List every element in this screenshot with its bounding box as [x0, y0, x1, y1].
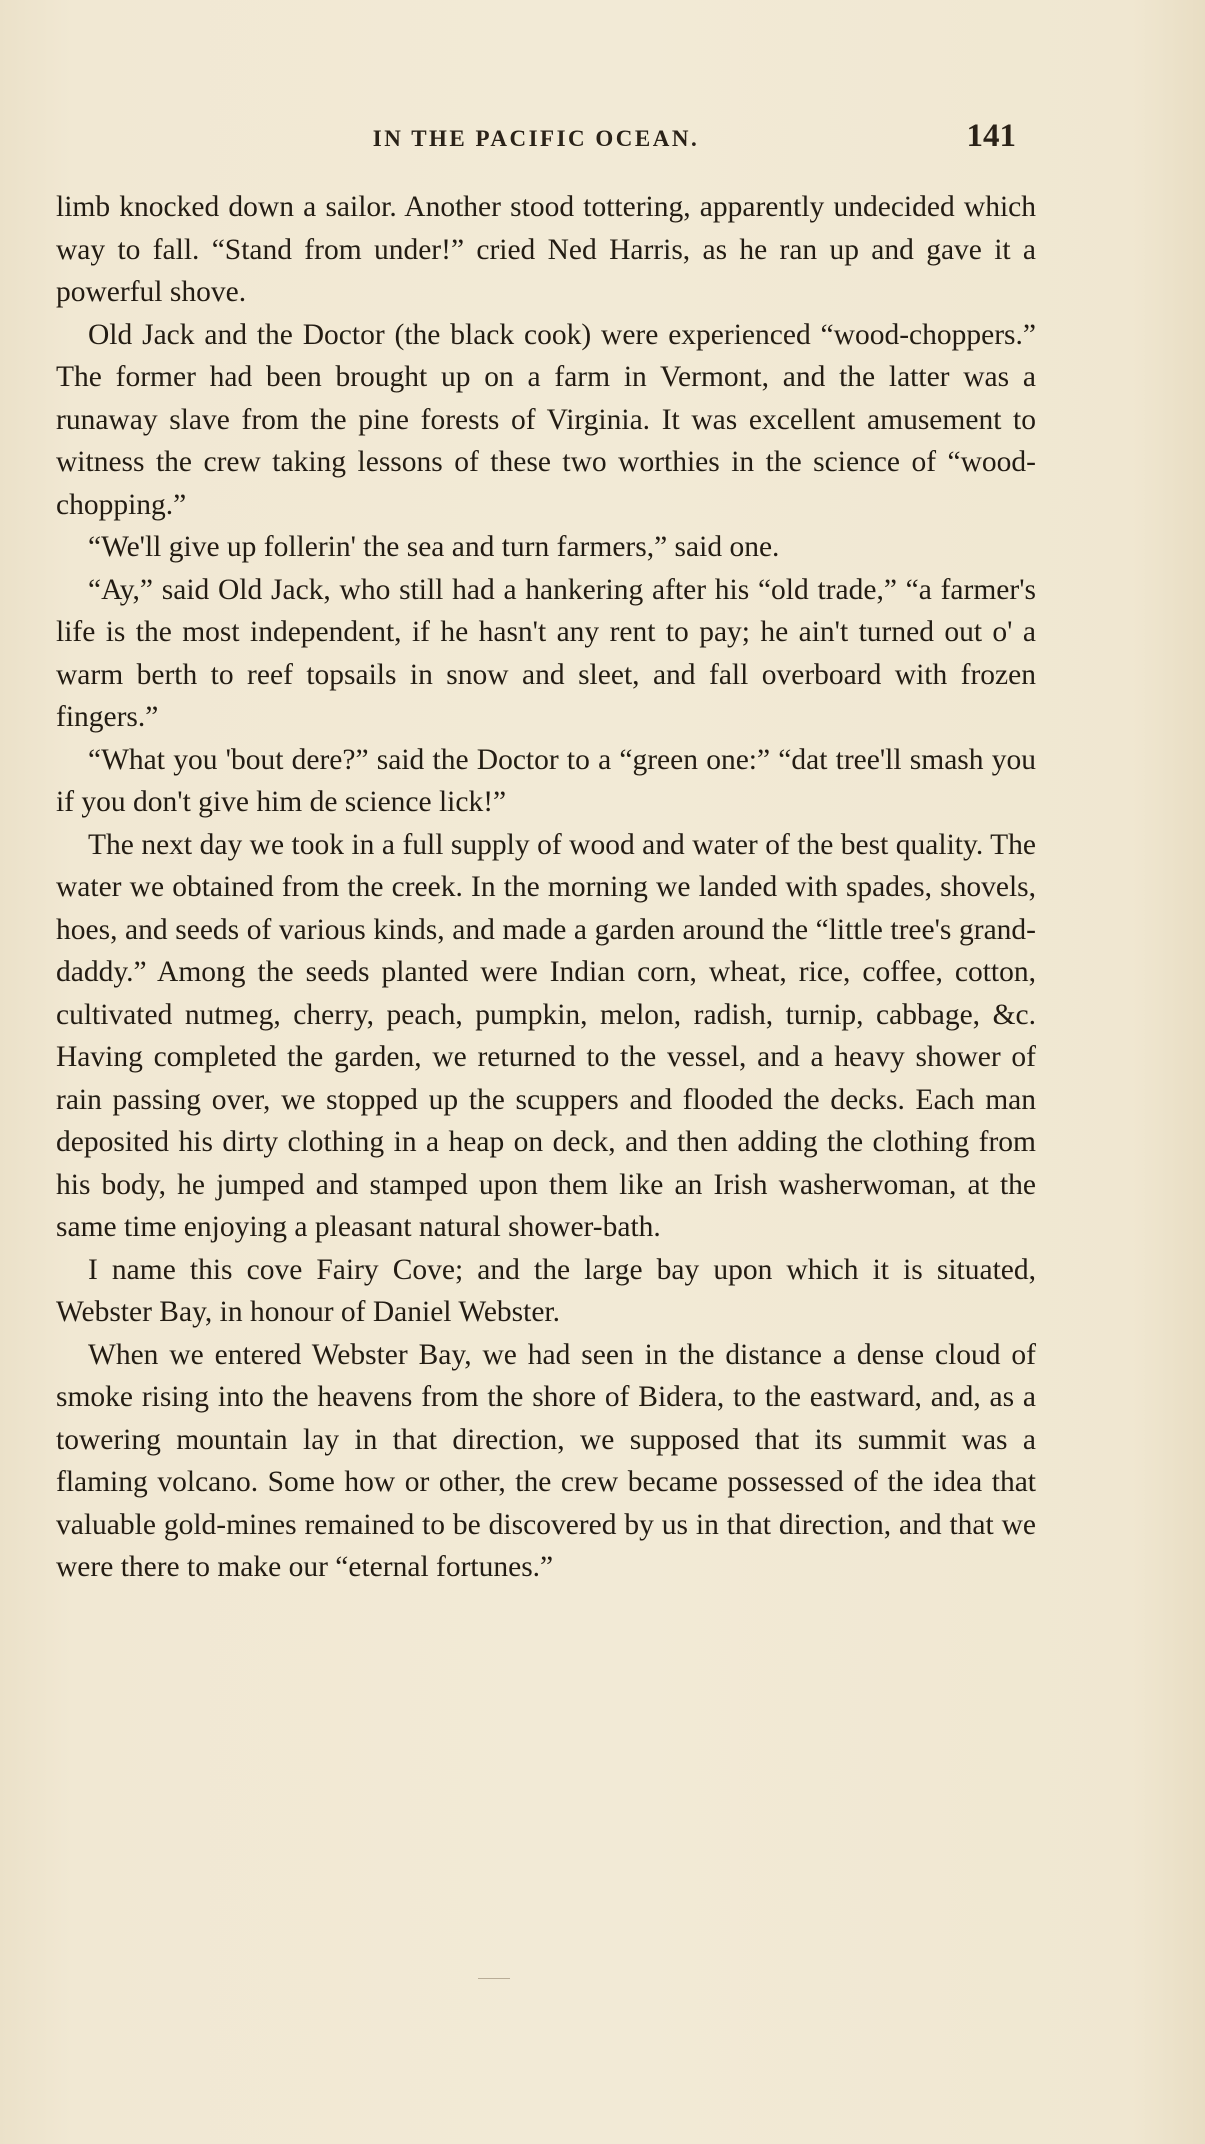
- paragraph: Old Jack and the Doctor (the black cook) were experienced “wood-choppers.” The former had been brought up on a farm in Vermont, and the latter was a runaway slave from the pine forests of Virginia. It was excellent amusement to witness the crew taking lessons of these two worthies in the science of “wood-chopping.”: [56, 318, 1036, 521]
- paragraph: When we entered Webster Bay, we had seen in the distance a dense cloud of smoke rising into the heavens from the shore of Bidera, to the eastward, and, as a towering mountain lay in that direction, we supposed that its summit was a flaming volcano. Some how or other, the crew became possessed of the idea that valuable gold-mines remained to be discovered by us in that direction, and that we were there to make our “eternal fortunes.”: [56, 1338, 1036, 1583]
- paragraph: “What you 'bout dere?” said the Doctor to a “green one:” “dat tree'll smash you if you don't give him de science lick!”: [56, 743, 1036, 818]
- body-text: [56, 186, 1036, 1589]
- paragraph: limb knocked down a sailor. Another stood tottering, apparently undecided which way to fall. “Stand from under!” cried Ned Harris, as he ran up and gave it a powerful shove.: [56, 191, 1036, 308]
- page-header: [56, 118, 1016, 158]
- paragraph: The next day we took in a full supply of wood and water of the best quality. The water we obtained from the creek. In the morning we landed with spades, shovels, hoes, and seeds of various kinds, and made a garden around the “little tree's grand-daddy.” Among the seeds planted were Indian corn, wheat, rice, coffee, cotton, cultivated nutmeg, cherry, peach, pumpkin, melon, radish, turnip, cabbage, &c. Having completed the garden, we returned to the vessel, and a heavy shower of rain passing over, we stopped up the scuppers and flooded the decks. Each man deposited his dirty clothing in a heap on deck, and then adding the clothing from his body, he jumped and stamped upon them like an Irish washerwoman, at the same time enjoying a pleasant natural shower-bath.: [56, 828, 1036, 1243]
- footer-rule: [478, 1978, 510, 1979]
- paragraph: “Ay,” said Old Jack, who still had a hankering after his “old trade,” “a farmer's life is the most independent, if he hasn't any rent to pay; he ain't turned out o' a warm berth to reef topsails in snow and sleet, and fall overboard with frozen fingers.”: [56, 573, 1036, 733]
- paragraph: “We'll give up follerin' the sea and turn farmers,” said one.: [88, 531, 780, 563]
- page-number: 141: [966, 118, 1016, 154]
- paragraph: I name this cove Fairy Cove; and the large bay upon which it is situated, Webster Bay, in honour of Daniel Webster.: [56, 1253, 1036, 1328]
- running-head: IN THE PACIFIC OCEAN.: [372, 126, 700, 151]
